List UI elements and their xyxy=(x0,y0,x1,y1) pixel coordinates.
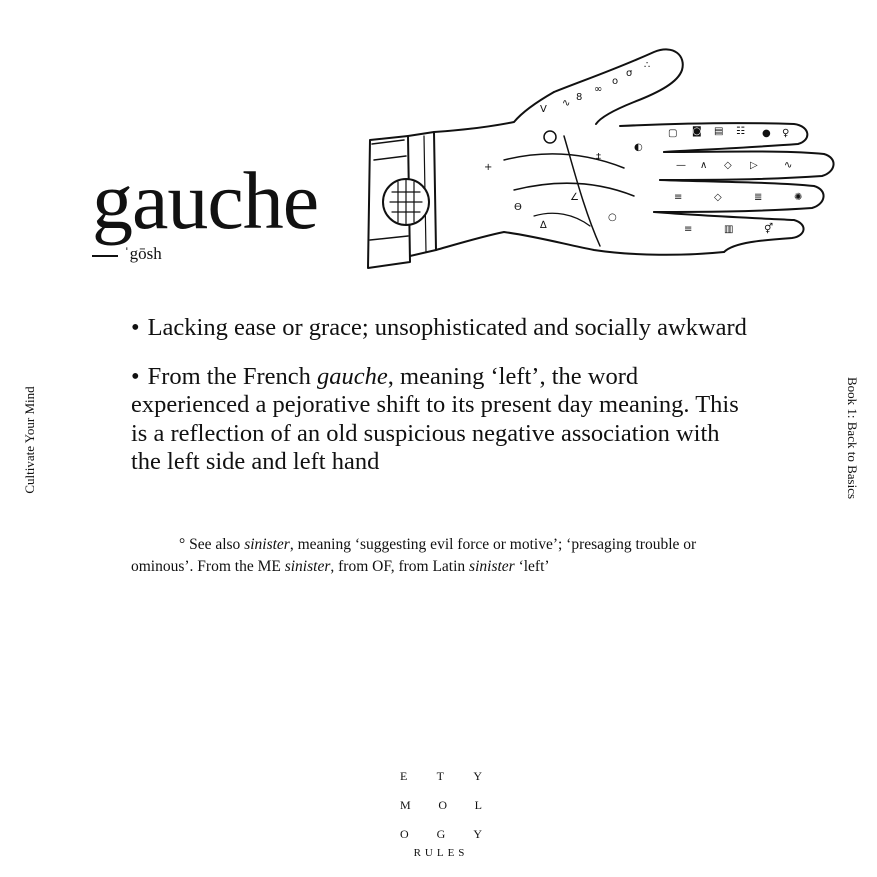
note-text-2: , meaning ‘suggesting evil force or motive’; ‘presaging trouble or ominous’. From the ME xyxy=(131,535,697,575)
definition-2-text-before: From the French xyxy=(147,362,318,390)
svg-text:8: 8 xyxy=(576,92,583,103)
svg-text:♀: ♀ xyxy=(782,128,790,139)
svg-text:V: V xyxy=(540,104,547,115)
definition-2-italic: gauche xyxy=(317,362,388,390)
logo-letter: E xyxy=(400,769,408,783)
etymology-note xyxy=(131,534,731,578)
logo-letter: O xyxy=(400,827,409,841)
svg-text:◇: ◇ xyxy=(714,192,722,203)
svg-text:▷: ▷ xyxy=(750,160,758,171)
logo-row xyxy=(400,820,482,849)
logo-rules: RULES xyxy=(413,847,469,859)
etymology-rules-logo xyxy=(400,762,482,859)
logo-row xyxy=(400,762,482,791)
palmistry-hand-illustration xyxy=(364,40,840,272)
definitions xyxy=(131,314,751,497)
svg-text:Ѳ: Ѳ xyxy=(514,202,522,213)
side-caption-right: Book 1: Back to Basics xyxy=(845,376,860,500)
svg-text:∞: ∞ xyxy=(594,84,603,95)
svg-text:◇: ◇ xyxy=(724,160,732,171)
logo-letter: M xyxy=(400,798,411,812)
svg-text:≣: ≣ xyxy=(754,192,763,203)
svg-text:▥: ▥ xyxy=(724,224,734,235)
svg-text:‡: ‡ xyxy=(596,152,601,163)
logo-letter: Y xyxy=(473,827,482,841)
note-marker: ° xyxy=(179,535,186,553)
svg-text:≡: ≡ xyxy=(674,192,683,203)
side-caption-left: Cultivate Your Mind xyxy=(22,386,37,494)
svg-text:▤: ▤ xyxy=(714,126,724,137)
pronunciation-dash xyxy=(92,255,118,257)
pronunciation xyxy=(92,244,162,264)
svg-text:☷: ☷ xyxy=(736,126,745,137)
definition-2-text-after: , meaning ‘left’, the word experienced a pejorative shift to its present day meaning. This is a reflection of an old suspicious negative association with the left side and left hand xyxy=(131,362,739,475)
svg-text:∿: ∿ xyxy=(784,160,793,171)
svg-text:∧: ∧ xyxy=(700,160,708,171)
svg-text:✺: ✺ xyxy=(794,192,803,203)
svg-text:◙: ◙ xyxy=(692,126,702,137)
note-italic-2: sinister xyxy=(284,557,331,575)
logo-letter: Y xyxy=(473,769,482,783)
pronunciation-text: ˈgōsh xyxy=(124,244,162,263)
definition-1-text: Lacking ease or grace; unsophisticated and socially awkward xyxy=(147,314,747,341)
svg-text:σ: σ xyxy=(626,68,633,79)
note-text-3: , from OF, from Latin xyxy=(330,557,470,575)
svg-text:●: ● xyxy=(762,128,771,139)
bullet: • xyxy=(131,314,140,341)
headword: gauche xyxy=(92,155,319,246)
logo-letter: L xyxy=(474,798,482,812)
svg-text:◐: ◐ xyxy=(634,142,643,153)
svg-text:≡: ≡ xyxy=(684,224,693,235)
svg-text:▢: ▢ xyxy=(668,128,678,139)
note-italic-3: sinister xyxy=(469,557,515,575)
logo-letter: G xyxy=(436,827,446,841)
note-text-1: See also xyxy=(185,535,245,553)
bullet: • xyxy=(131,362,140,390)
svg-text:∠: ∠ xyxy=(570,192,579,203)
logo-letter: T xyxy=(436,769,444,783)
logo-letter: O xyxy=(438,798,447,812)
svg-text:∴: ∴ xyxy=(644,60,651,71)
svg-text:○: ○ xyxy=(608,212,617,223)
definition-1 xyxy=(131,314,751,343)
svg-text:⚥: ⚥ xyxy=(764,224,774,235)
note-italic-1: sinister xyxy=(244,535,290,553)
svg-text:—: — xyxy=(676,160,686,171)
svg-text:+: + xyxy=(484,162,493,173)
logo-row xyxy=(400,791,482,820)
svg-text:∿: ∿ xyxy=(562,98,571,109)
svg-text:o: o xyxy=(612,76,619,87)
svg-text:∆: ∆ xyxy=(540,220,547,231)
definition-2 xyxy=(131,363,751,477)
note-text-4: ‘left’ xyxy=(514,557,550,575)
